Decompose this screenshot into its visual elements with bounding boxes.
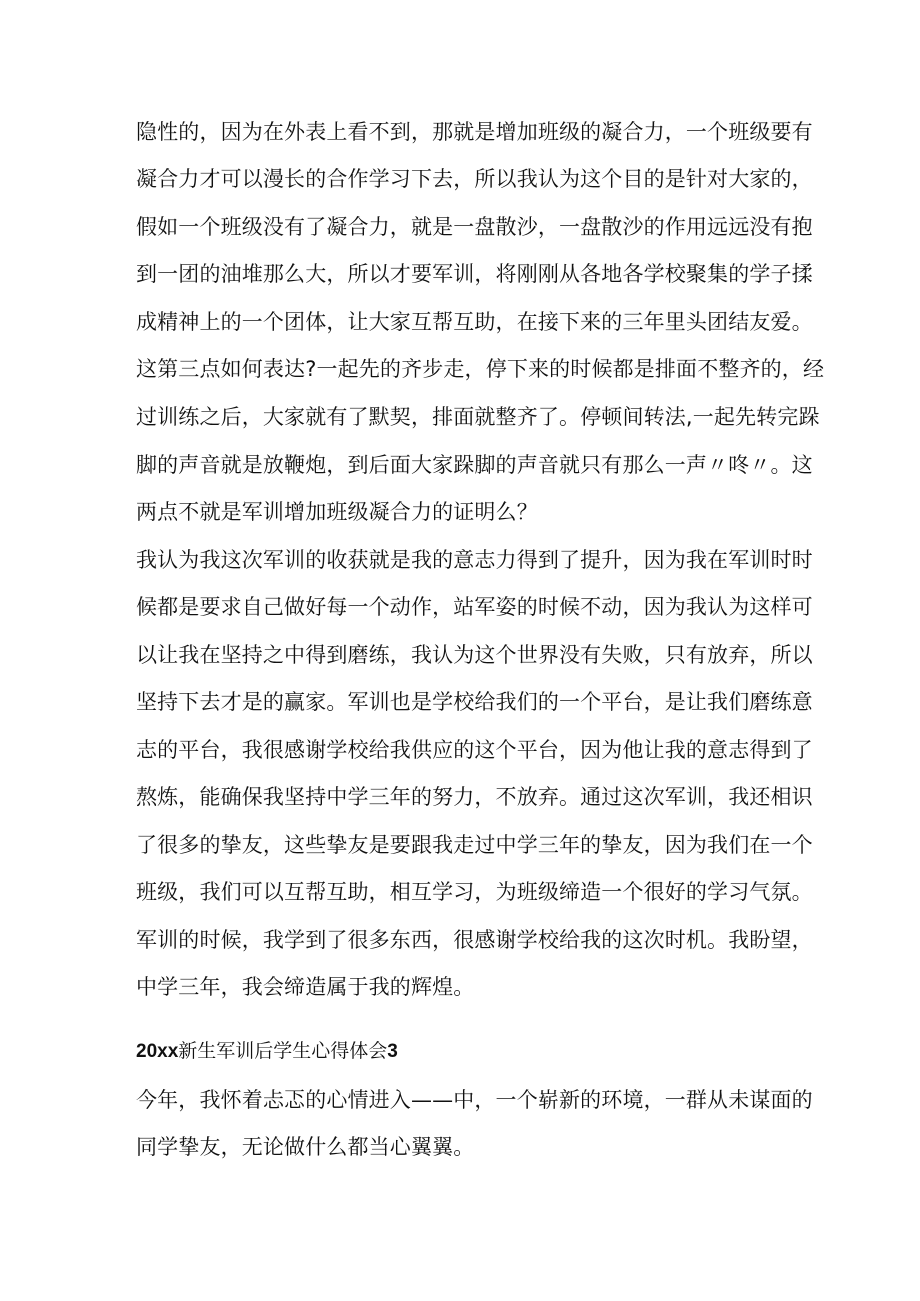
text-line: 这第三点如何表达?一起先的齐步走，停下来的时候都是排面不整齐的，经	[136, 357, 825, 381]
text-line: 到一团的油堆那么大，所以才要军训，将刚刚从各地各学校聚集的学子揉	[136, 262, 813, 286]
text-line: 志的平台，我很感谢学校给我供应的这个平台，因为他让我的意志得到了	[136, 738, 813, 762]
text-line: 过训练之后，大家就有了默契，排面就整齐了。停顿间转法,一起先转完跺	[136, 405, 820, 429]
text-line: 以让我在坚持之中得到磨练，我认为这个世界没有失败，只有放弃，所以	[136, 643, 813, 667]
heading-year: 20xx	[136, 1041, 179, 1062]
text-line: 我认为我这次军训的收获就是我的意志力得到了提升，因为我在军训时时	[136, 548, 813, 572]
section-heading	[136, 1038, 398, 1065]
text-line: 脚的声音就是放鞭炮，到后面大家跺脚的声音就只有那么一声〃咚〃。这	[136, 453, 813, 477]
text-line: 坚持下去才是的赢家。军训也是学校给我们的一个平台，是让我们磨练意	[136, 690, 813, 714]
text-line: 假如一个班级没有了凝合力，就是一盘散沙，一盘散沙的作用远远没有抱	[136, 215, 813, 239]
text-line: 成精神上的一个团体，让大家互帮互助，在接下来的三年里头团结友爱。	[136, 310, 813, 334]
text-line: 隐性的，因为在外表上看不到，那就是增加班级的凝合力，一个班级要有	[136, 120, 813, 144]
text-line: 熬炼，能确保我坚持中学三年的努力，不放弃。通过这次军训，我还相识	[136, 785, 813, 809]
text-line: 军训的时候，我学到了很多东西，很感谢学校给我的这次时机。我盼望，	[136, 928, 813, 952]
heading-number: 3	[387, 1041, 398, 1062]
text-line: 了很多的挚友，这些挚友是要跟我走过中学三年的挚友，因为我们在一个	[136, 833, 813, 857]
text-line: 两点不就是军训增加班级凝合力的证明么？	[136, 500, 538, 524]
text-line: 今年，我怀着忐忑的心情进入——中，一个崭新的环境，一群从未谋面的	[136, 1088, 813, 1112]
text-line: 候都是要求自己做好每一个动作，站军姿的时候不动，因为我认为这样可	[136, 595, 813, 619]
text-line: 班级，我们可以互帮互助，相互学习，为班级缔造一个很好的学习气氛。	[136, 880, 813, 904]
text-line: 中学三年，我会缔造属于我的辉煌。	[136, 975, 475, 999]
heading-title: 新生军训后学生心得体会	[178, 1040, 388, 1062]
text-line: 同学挚友，无论做什么都当心翼翼。	[136, 1135, 475, 1159]
text-line: 凝合力才可以漫长的合作学习下去，所以我认为这个目的是针对大家的，	[136, 167, 813, 191]
